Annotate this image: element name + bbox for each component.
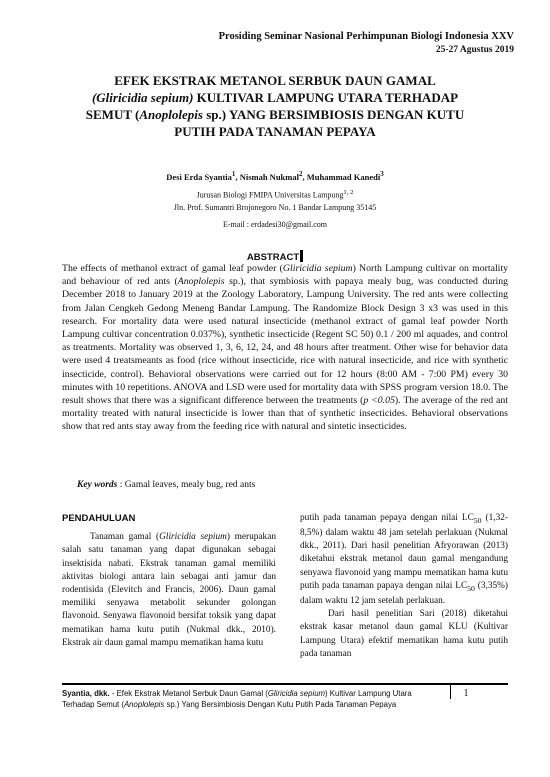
author-email: E-mail : erdadesi30@gmail.com xyxy=(222,220,327,229)
lc50-sub-2: 50 xyxy=(467,583,475,593)
abstract-heading-text: ABSTRACT xyxy=(246,252,300,263)
page-number: 1 xyxy=(450,685,481,699)
title-line-2 xyxy=(60,89,490,106)
right-column xyxy=(300,512,508,661)
intro-paragraph-2: Dari hasil penelitian Sari (2018) diketahui ekstrak kasar metanol daun gamal KLU (Kultivar Lampung Utara) efektif mematikan hama kutu putih pada tanaman xyxy=(300,609,508,659)
footer-species: Gliricidia sepium xyxy=(267,689,326,698)
keywords-label: Key words xyxy=(77,480,118,490)
running-header xyxy=(219,30,514,57)
intro-p1-b: ) merupakan salah satu tanaman yang dapat digunakan sebagai insektisida nabati. Ekstrak tanaman gamal memiliki aktivitas biologi antara lain sebagai anti jamur dan rodentisida (Elevitch and Francis, 2006). Daun gamal memiliki senyawa metabolit sekunder golongan flavonoid. Senyawa flavonoid bersifat toksik yang dapat mematikan hama kutu putih (Nukmal dkk., 2010). Ekstrak air daun gamal mampu mematikan hama kutu xyxy=(62,532,276,648)
intro-p1-species: Gliricidia sepium xyxy=(159,532,227,543)
title-line-2-text: KULTIVAR LAMPUNG UTARA TERHADAP xyxy=(193,90,459,105)
title-line-3-pre: SEMUT ( xyxy=(85,107,140,122)
intro-p1c-a: putih pada tanaman pepaya dengan nilai LC xyxy=(300,513,474,523)
section-heading-pendahuluan: PENDAHULUAN xyxy=(62,513,136,524)
intro-paragraph-1-cont xyxy=(300,512,508,608)
intro-p1c-b: (1,32-8,5%) dalam waktu 48 jam setelah perlakuan (Nukmal dkk., 2011). Dari hasil penelitian Afryorawan (2013) diketahui ekstrak metanol daun gamal mengandung senyawa flavonoid yang mampu mematikan hama kutu putih pada tanaman papaya dengan nilai LC xyxy=(300,513,508,591)
author-1-sup: 1 xyxy=(231,170,236,178)
abstract-text-2: ) North Lampung cultivar on mortality and behaviour of red ants ( xyxy=(62,263,509,288)
page-footer xyxy=(62,688,442,710)
title-line-3 xyxy=(60,106,490,123)
author-2-sup: 2 xyxy=(298,170,303,178)
footer-text-3: sp.) Yang Bersimbiosis Dengan Kutu Putih Pada Tanaman Pepaya xyxy=(164,700,397,709)
intro-paragraph-1 xyxy=(62,531,276,650)
footer-text-1: - Efek Ekstrak Metanol Serbuk Daun Gamal ( xyxy=(109,689,268,698)
affiliation-line-2: Jln. Prof. Sumantri Brojonegoro No. 1 Bandar Lampung 35145 xyxy=(173,202,377,212)
abstract-text-3: sp.), that symbiosis with papaya mealy bug, was conducted during December 2018 to January 2019 at the Zoology Laboratory, Lampung University. The red ants were collecting from Jalan Cengkeh Gedong Meneng Bandar Lampung. The Randomize Block Design 3 x3 was used in this research. For mortality data were used natural insecticide (methanol extract of gamal leaf powder North Lampung cultivar concentration 0.037%), synthetic insecticide (Regent SC 50) 0.1 / 200 ml aquades, and control as treatments. Mortality was observed 1, 3, 6, 12, 24, and 48 hours after treatment. Other wise for behavior data were used 4 treatsmeants as food (rice without insecticide, rice with natural insecticide, and rice with synthetic insecticide, control). Behavioral observations were carried out for 12 hours (8:00 AM - 7:00 PM) every 30 minutes with 10 repetitions. ANOVA and LSD were used for mortality data with SPSS program version 18.0. The result shows that there was a significant difference between the treatments ( xyxy=(62,276,508,407)
affiliation-dept: Jurusan Biologi FMIPA Universitas Lampung xyxy=(196,190,344,200)
title-genus: Anoplolepis xyxy=(139,107,203,122)
journal-name: Prosiding Seminar Nasional Perhimpunan Biologi Indonesia XXV xyxy=(218,31,514,42)
keywords xyxy=(77,480,255,490)
author-1: Desi Erda Syantia xyxy=(166,171,232,182)
lc50-sub-1: 50 xyxy=(473,515,482,525)
author-3: , Muhammad Kanedi xyxy=(302,171,381,182)
title-line-4: PUTIH PADA TANAMAN PEPAYA xyxy=(174,124,376,139)
footer-rule xyxy=(62,683,508,685)
conference-date: 25-27 Agustus 2019 xyxy=(435,45,514,55)
author-3-sup: 3 xyxy=(380,170,384,178)
abstract-body xyxy=(62,262,508,434)
left-column xyxy=(62,512,276,650)
abstract-text-4: ). The average of the red ant mortality treated with natural insecticide is lower than that of synthetic insecticides. Behavioral observations show that red ants stay away from the feeding rice with natural and sintetic insecticides. xyxy=(62,395,509,433)
footer-text-2: ) Kultivar Lampung Utara Terhadap Semut ( xyxy=(62,689,412,709)
abstract-genus: Anoplolepis xyxy=(177,276,225,288)
abstract-species: Gliricidia sepium xyxy=(282,263,353,274)
keywords-text: : Gamal leaves, mealy bug, red ants xyxy=(117,480,256,490)
title-line-3-post: sp.) YANG BERSIMBIOSIS DENGAN KUTU xyxy=(202,107,465,122)
abstract-pvalue: p <0.05 xyxy=(363,395,395,407)
title-species: (Gliricidia sepium) xyxy=(91,90,194,105)
affiliation-line-1 xyxy=(40,187,510,202)
footer-genus: Anoplolepis xyxy=(123,700,165,709)
paper-title xyxy=(60,72,490,140)
affiliation-sup: 1, 2 xyxy=(343,189,354,196)
intro-p1c-c: (3,35%) dalam waktu 12 jam setelah perlakuan. xyxy=(300,580,508,606)
title-line-1: EFEK EKSTRAK METANOL SERBUK DAUN GAMAL xyxy=(114,73,436,88)
intro-p1-a: Tanaman gamal ( xyxy=(90,532,160,543)
footer-authors: Syantia, dkk. xyxy=(62,689,110,698)
author-2: , Nismah Nukmal xyxy=(235,171,299,182)
text-cursor xyxy=(300,250,303,262)
abstract-text-1: The effects of methanol extract of gamal leaf powder ( xyxy=(62,263,283,274)
author-list xyxy=(40,170,510,182)
affiliation xyxy=(40,187,510,214)
